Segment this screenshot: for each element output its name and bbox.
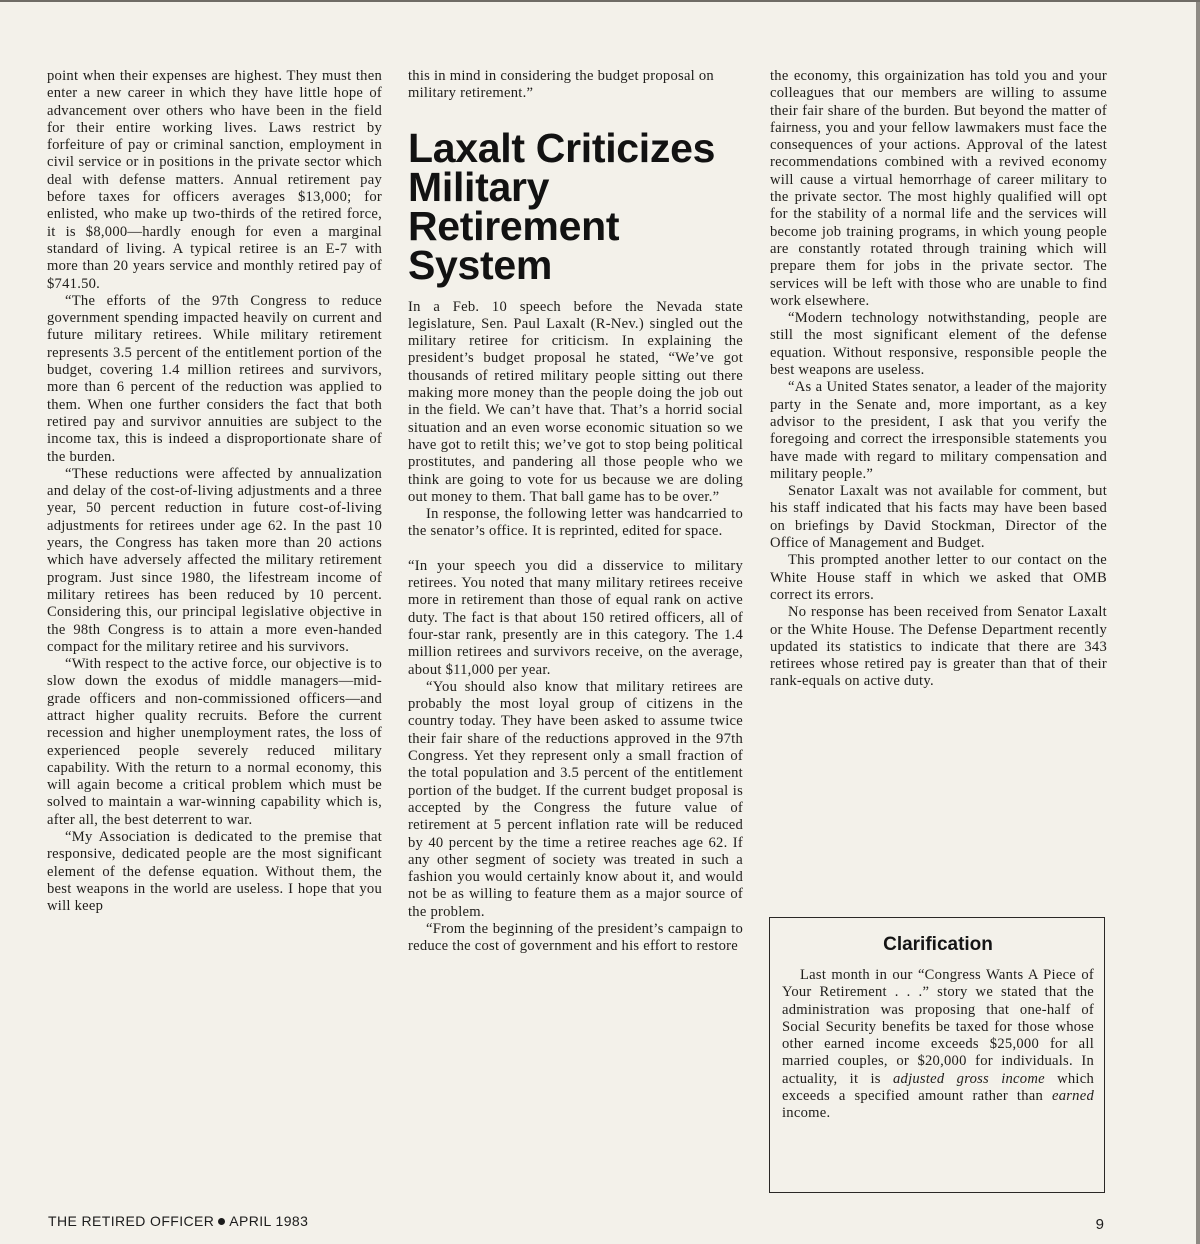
paragraph: “Modern technology notwithstanding, people are still the most significant element of the defense equation. Without responsive, responsible people the best weapons are useless. (770, 310, 1107, 379)
clarification-title: Clarification (883, 934, 993, 955)
paragraph: “With respect to the active force, our objective is to slow down the exodus of middle managers—mid-grade officers and non-commissioned officers—and attract higher quality recruits. Before the current recession and higher unemployment rates, the loss of experienced people severely reduced military capability. With the return to a normal economy, this will again become a critical problem which must be solved to maintain a war-winning capability which is, after all, the best deterrent to war. (47, 656, 382, 828)
paragraph: “My Association is dedicated to the premise that responsive, dedicated people are the most significant element of the defense equation. Without them, the best weapons in the world are useless. I hope that you will keep (47, 829, 382, 915)
article-column-1 (47, 68, 382, 916)
paragraph: point when their expenses are highest. They must then enter a new career in which they have little hope of advancement over others who have been in the field for their entire working lives. Laws restrict by forfeiture of pay or criminal sanction, employment in civil service or in positions in the private sector which deal with defense matters. Annual retirement pay before taxes for officers averages $13,000; for enlisted, who make up two-thirds of the retired force, it is $8,000—hardly enough for even a marginal standard of living. A typical retiree is an E-7 with more than 20 years service and monthly retired pay of $741.50. (47, 68, 382, 292)
clarification-body (782, 967, 1094, 1123)
page-number: 9 (1095, 1216, 1104, 1233)
bullet-dot-icon (218, 1218, 225, 1225)
paragraph: In a Feb. 10 speech before the Nevada state legislature, Sen. Paul Laxalt (R-Nev.) singled out the military retiree for criticism. In explaining the president’s budget proposal he stated, “We’ve got thousands of retired military people sitting out there making more money than the people doing the job out in the field. We can’t have that. That’s a horrid social situation and an even worse economic situation so we have got to retilt this; we’ve got to stop being political prostitutes, and pandering all those people who we think are going to vote for us because we are doling out money to them. That ball game has to be over.” (408, 298, 743, 505)
clarification-box (769, 917, 1105, 1193)
clarification-emphasis: adjusted gross income (892, 1070, 1045, 1087)
article-headline: Laxalt Criticizes Military Retirement System (408, 124, 716, 288)
footer-publication-line (48, 1213, 308, 1229)
publication-name: THE RETIRED OFFICER (48, 1213, 215, 1229)
clarification-text: income. (782, 1105, 831, 1122)
paragraph: this in mind in considering the budget proposal on military retirement.” (408, 68, 714, 102)
paragraph: This prompted another letter to our contact on the White House staff in which we asked that OMB correct its errors. (770, 552, 1107, 603)
clarification-emphasis: earned (1051, 1088, 1094, 1105)
issue-date: APRIL 1983 (229, 1213, 309, 1229)
page-edge (1196, 2, 1200, 1244)
article-column-3 (770, 68, 1107, 691)
paragraph: “You should also know that military retirees are probably the most loyal group of citizens in the country today. They have been asked to assume twice their fair share of the reductions approved in the 97th Congress. Yet they represent only a small fraction of the total population and 3.5 percent of the entitlement portion of the budget. If the current budget proposal is accepted by the Congress the future value of retirement at 5 percent inflation rate will be reduced by 40 percent by the time a retiree reaches age 62. If any other segment of society was treated in such a fashion you would certainly know about it, and would not be as willing to feature them as a major source of the problem. (408, 678, 743, 920)
article-column-2 (408, 68, 743, 956)
paragraph: “From the beginning of the president’s campaign to reduce the cost of government and his effort to restore (408, 920, 743, 955)
clarification-text: which exceeds a specified amount rather than (782, 1070, 1094, 1105)
clarification-text: Last month in our “Congress Wants A Piece of Your Retirement . . .” story we stated that the administration was proposing that one-half of Social Security benefits be taxed for those whose other earned income exceeds $25,000 for all married couples, or $20,000 for individuals. In actuality, it is (782, 967, 1094, 1087)
paragraph: Senator Laxalt was not available for comment, but his staff indicated that his facts may have been based on briefings by David Stockman, Director of the Office of Management and Budget. (770, 483, 1107, 552)
paragraph: No response has been received from Senator Laxalt or the White House. The Defense Department recently updated its statistics to indicate that there are 343 retirees whose retired pay is greater than that of their rank-equals on active duty. (770, 604, 1107, 690)
paragraph: In response, the following letter was handcarried to the senator’s office. It is reprinted, edited for space. (408, 506, 743, 540)
paragraph: “In your speech you did a disservice to military retirees. You noted that many military retirees receive more in retirement than those of equal rank on active duty. The fact is that about 150 retired officers, all of four-star rank, presently are in this category. The 1.4 million retirees and survivors receive, on the average, about $11,000 per year. (408, 557, 743, 678)
paragraph: “These reductions were affected by annualization and delay of the cost-of-living adjustments and a three year, 50 percent reduction in future cost-of-living adjustments for retirees under age 62. In the past 10 years, the Congress has taken more than 20 actions which have adversely affected the military retirement program. Just since 1980, the lifestream income of military retirees has been reduced by 10 percent. Considering this, our principal legislative objective in the 98th Congress is to attain a more even-handed compact for the military retiree and his survivors. (47, 465, 382, 655)
paragraph: “As a United States senator, a leader of the majority party in the Senate and, more important, as a key advisor to the president, I ask that you verify the foregoing and correct the irresponsible statements you have made with regard to military compensation and military people.” (770, 379, 1107, 482)
paragraph: “The efforts of the 97th Congress to reduce government spending impacted heavily on current and future military retirees. While military retirement represents 3.5 percent of the entitlement portion of the budget, covering 1.4 million retirees and survivors, more than 6 percent of the reduction was applied to them. When one further considers the fact that both retired pay and survivor annuities are subject to the income tax, this is indeed a disproportionate share of the burden. (47, 292, 382, 465)
paragraph: the economy, this orgainization has told you and your colleagues that our members are willing to assume their fair share of the burden. But beyond the matter of fairness, you and your fellow lawmakers must face the consequences of your actions. Approval of the latest recommendations combined with a revived economy will cause a virtual hemorrhage of career military to the private sector. The most highly qualified will opt for the stability of a normal life and the services will become job training programs, in which young people are constantly rotated through training which will prepare them for jobs in the private sector. The services will be left with those who are unable to find work elsewhere. (770, 68, 1107, 309)
